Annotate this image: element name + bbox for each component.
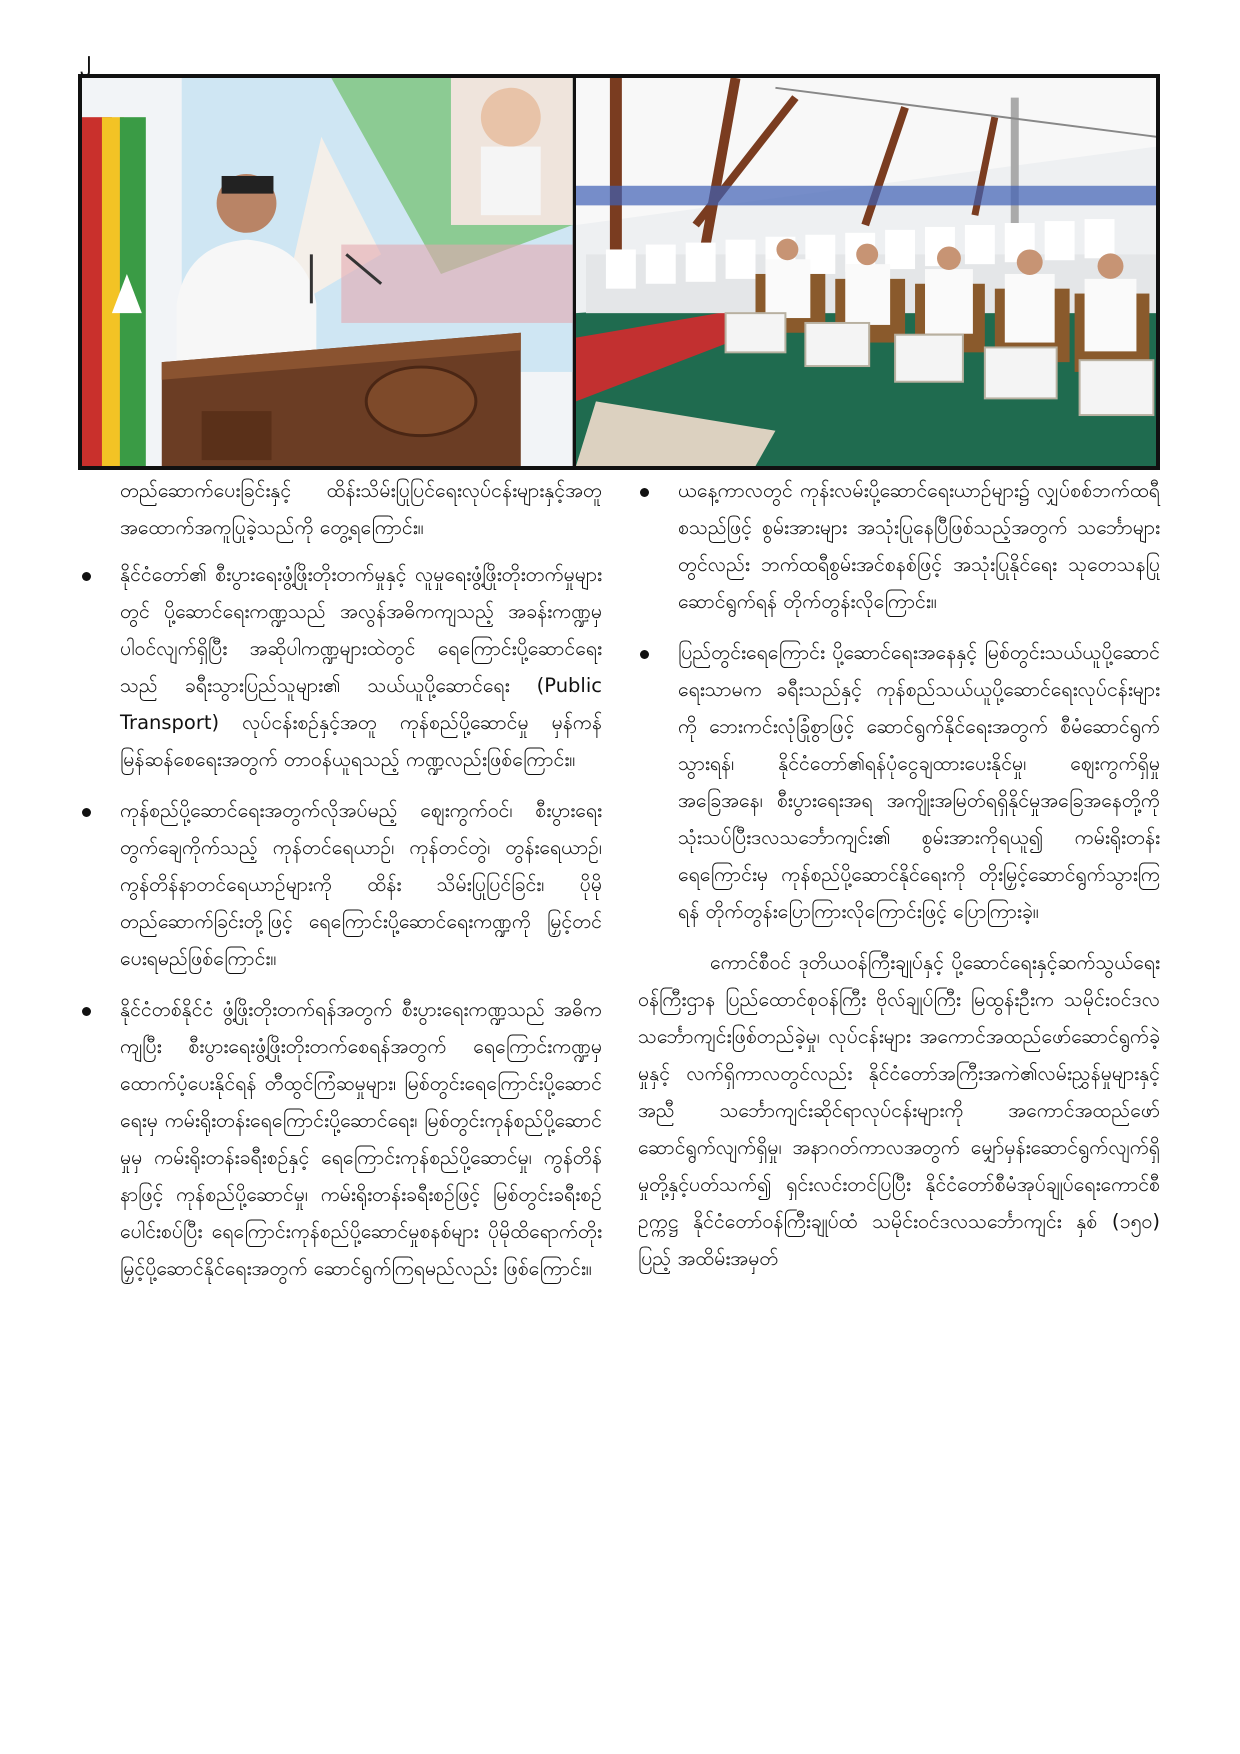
bullet-text: ကုန်စည်ပို့ဆောင်ရေးအတွက်လိုအပ်မည့် ဈေးကွက်ဝင်၊ စီးပွားရေးတွက်ချေကိုက်သည့် ကုန်တင်ရေယာဉ်၊ ကုန်တင်တွဲ၊ တွန်းရေယာဉ်၊ ကွန်တိန်နာတင်ရေယာဉ်များကို ထိန်း သိမ်းပြုပြင်ခြင်း၊ ပိုမိုတည်ဆောက်ခြင်းတို့ဖြင့် ရေကြောင်းပို့ဆောင်ရေးကဏ္ဍကို မြှင့်တင်ပေးရမည်ဖြစ်ကြောင်း။ (120, 799, 602, 970)
photo-strip (78, 74, 1160, 470)
continued-paragraph: တည်ဆောက်ပေးခြင်းနှင့် ထိန်းသိမ်းပြုပြင်ရေးလုပ်ငန်းများနှင့်အတူ အထောက်အကူပြုခဲ့သည်ကို တွေ့ရကြောင်း။ (120, 479, 602, 539)
page-number: ၂ (80, 47, 91, 72)
bullet-item (638, 472, 1160, 620)
audience-photo-illustration (576, 78, 1156, 466)
speaker-at-podium-photo (82, 78, 573, 466)
bullet-text: နိုင်ငံတော်၏ စီးပွားရေးဖွံ့ဖြိုးတိုးတက်မှုနှင့် လူမှုရေးဖွံ့ဖြိုးတိုးတက်မှုများတွင် ပို့ဆောင်ရေးကဏ္ဍသည် အလွန်အဓိကကျသည့် အခန်းကဏ္ဍမှ ပါဝင်လျက်ရှိပြီး အဆိုပါကဏ္ဍများထဲတွင် ရေကြောင်းပို့ဆောင်ရေးသည် ခရီးသွားပြည်သူများ၏ သယ်ယူပို့ဆောင်ရေး (Public Transport) လုပ်ငန်းစဉ်နှင့်အတူ ကုန်စည်ပို့ဆောင်မှု မှန်ကန်မြန်ဆန်စေရေးအတွက် တာဝန်ယူရသည့် ကဏ္ဍလည်းဖြစ်ကြောင်း။ (120, 563, 602, 771)
left-column (80, 472, 602, 1702)
bullet-text: နိုင်ငံတစ်နိုင်ငံ ဖွံ့ဖြိုးတိုးတက်ရန်အတွက် စီးပွားရေးကဏ္ဍသည် အဓိကကျပြီး စီးပွားရေးဖွံ့ဖြိုးတိုးတက်စေရန်အတွက် ရေကြောင်းကဏ္ဍမှ ထောက်ပံ့ပေးနိုင်ရန် တီထွင်ကြံဆမှုများ၊ မြစ်တွင်းရေကြောင်းပို့ဆောင်ရေးမှ ကမ်းရိုးတန်းရေကြောင်းပို့ဆောင်ရေး၊ မြစ်တွင်းကုန်စည်ပို့ဆောင်မှုမှ ကမ်းရိုးတန်းခရီးစဉ်နှင့် ရေကြောင်းကုန်စည်ပို့ဆောင်မှု၊ ကွန်တိန်နာဖြင့် ကုန်စည်ပို့ဆောင်မှု၊ ကမ်းရိုးတန်းခရီးစဉ်ဖြင့် မြစ်တွင်းခရီးစဉ်ပေါင်းစပ်ပြီး ရေကြောင်းကုန်စည်ပို့ဆောင်မှုစနစ်များ ပိုမိုထိရောက်တိုးမြှင့်ပို့ဆောင်နိုင်ရေးအတွက် ဆောင်ရွက်ကြရမည်လည်း ဖြစ်ကြောင်း။ (120, 998, 602, 1280)
bullet-item (80, 792, 602, 977)
speaker-photo-illustration (82, 78, 573, 466)
bullet-icon (82, 572, 91, 581)
bullet-icon (82, 808, 91, 817)
audience-hall-photo (573, 78, 1156, 466)
bullet-icon (640, 488, 649, 497)
right-column (638, 472, 1160, 1702)
bullet-icon (82, 1007, 91, 1016)
bullet-text: ယနေ့ကာလတွင် ကုန်းလမ်းပို့ဆောင်ရေးယာဉ်များ၌ လျှပ်စစ်ဘက်ထရီ စသည်ဖြင့် စွမ်းအားများ အသုံးပြုနေပြီဖြစ်သည့်အတွက် သင်္ဘောများတွင်လည်း ဘက်ထရီစွမ်းအင်စနစ်ဖြင့် အသုံးပြုနိုင်ရေး သုတေသနပြုဆောင်ရွက်ရန် တိုက်တွန်းလိုကြောင်း။ (678, 479, 1160, 613)
bullet-text: ပြည်တွင်းရေကြောင်း ပို့ဆောင်ရေးအနေနှင့် မြစ်တွင်းသယ်ယူပို့ဆောင်ရေးသာမက ခရီးသည်နှင့် ကုန်စည်သယ်ယူပို့ဆောင်ရေးလုပ်ငန်းများကို ဘေးကင်းလုံခြုံစွာဖြင့် ဆောင်ရွက်နိုင်ရေးအတွက် စီမံဆောင်ရွက်သွားရန်၊ နိုင်ငံတော်၏ရန်ပုံငွေချထားပေးနိုင်မှု၊ ဈေးကွက်ရှိမှုအခြေအနေ၊ စီးပွားရေးအရ အကျိုးအမြတ်ရရှိနိုင်မှုအခြေအနေတို့ကို သုံးသပ်ပြီးဒလသင်္ဘောကျင်း၏ စွမ်းအားကိုရယူ၍ ကမ်းရိုးတန်းရေကြောင်းမှ ကုန်စည်ပို့ဆောင်နိုင်ရေးကို တိုးမြှင့်ဆောင်ရွက်သွားကြရန် တိုက်တွန်းပြောကြားလိုကြောင်းဖြင့် ပြောကြားခဲ့။ (678, 641, 1160, 923)
body-paragraph: ကောင်စီဝင် ဒုတိယဝန်ကြီးချုပ်နှင့် ပို့ဆောင်ရေးနှင့်ဆက်သွယ်ရေးဝန်ကြီးဌာန ပြည်ထောင်စုဝန်ကြီး ဗိုလ်ချုပ်ကြီး မြထွန်းဦးက သမိုင်းဝင်ဒလသင်္ဘောကျင်းဖြစ်တည်ခဲ့မှု၊ လုပ်ငန်းများ အကောင်အထည်ဖော်ဆောင်ရွက်ခဲ့မှုနှင့် လက်ရှိကာလတွင်လည်း နိုင်ငံတော်အကြီးအကဲ၏လမ်းညွှန်မှုများနှင့်အညီ သင်္ဘောကျင်းဆိုင်ရာလုပ်ငန်းများကို အကောင်အထည်ဖော်ဆောင်ရွက်လျက်ရှိမှု၊ အနာဂတ်ကာလအတွက် မျှော်မှန်းဆောင်ရွက်လျက်ရှိမှုတို့နှင့်ပတ်သက်၍ ရှင်းလင်းတင်ပြပြီး နိုင်ငံတော်စီမံအုပ်ချုပ်ရေးကောင်စီဥက္ကဋ္ဌ နိုင်ငံတော်ဝန်ကြီးချုပ်ထံ သမိုင်းဝင်ဒလသင်္ဘောကျင်း နှစ် (၁၅၀) ပြည့် အထိမ်းအမှတ် (638, 951, 1160, 1270)
bullet-item (80, 556, 602, 778)
bullet-item (638, 634, 1160, 930)
bullet-icon (640, 650, 649, 659)
bullet-item (80, 991, 602, 1287)
article-body (80, 472, 1160, 1702)
